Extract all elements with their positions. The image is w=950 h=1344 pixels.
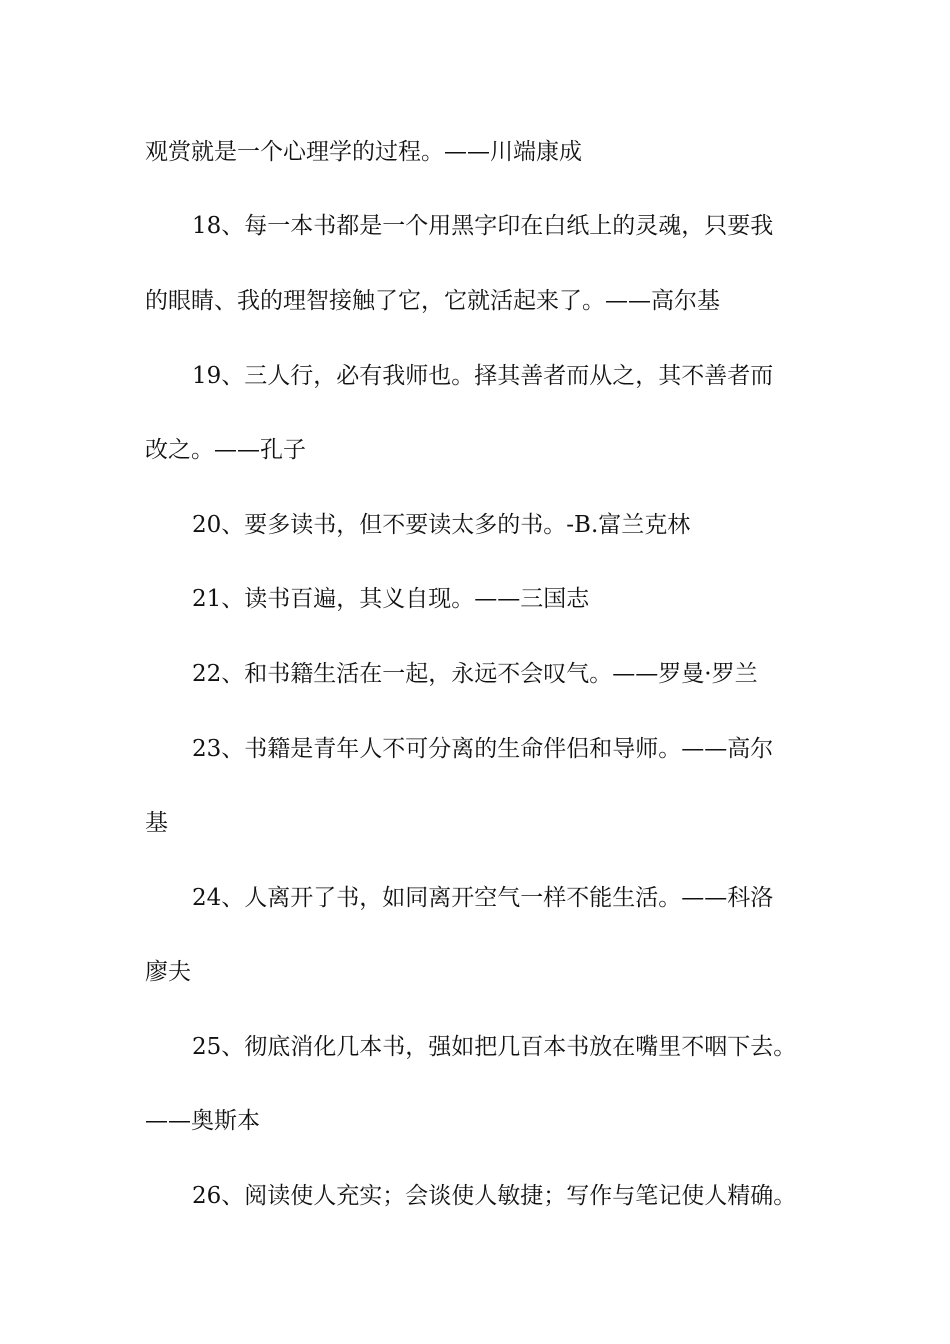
quote-23-line-2: 基 xyxy=(145,810,168,836)
quote-19-line-2: 改之。——孔子 xyxy=(145,437,306,463)
quote-19-line-1: 19、三人行，必有我师也。择其善者而从之，其不善者而 xyxy=(192,363,774,389)
quote-23-line-1: 23、书籍是青年人不可分离的生命伴侣和导师。——高尔 xyxy=(192,736,774,762)
quote-25-line-1: 25、彻底消化几本书，强如把几百本书放在嘴里不咽下去。 xyxy=(192,1034,797,1060)
quote-25-line-2: ——奥斯本 xyxy=(145,1108,260,1134)
quote-18-line-2: 的眼睛、我的理智接触了它，它就活起来了。——高尔基 xyxy=(145,288,720,314)
quote-22: 22、和书籍生活在一起，永远不会叹气。——罗曼·罗兰 xyxy=(192,661,758,687)
quote-26-line-1: 26、阅读使人充实；会谈使人敏捷；写作与笔记使人精确。 xyxy=(192,1183,797,1209)
quote-21: 21、读书百遍，其义自现。——三国志 xyxy=(192,586,590,612)
quote-18-line-1: 18、每一本书都是一个用黑字印在白纸上的灵魂，只要我 xyxy=(192,213,774,239)
quote-20: 20、要多读书，但不要读太多的书。-B.富兰克林 xyxy=(192,512,691,538)
text-line-continuation: 观赏就是一个心理学的过程。——川端康成 xyxy=(145,139,582,165)
quote-24-line-1: 24、人离开了书，如同离开空气一样不能生活。——科洛 xyxy=(192,885,774,911)
quote-24-line-2: 廖夫 xyxy=(145,959,191,985)
